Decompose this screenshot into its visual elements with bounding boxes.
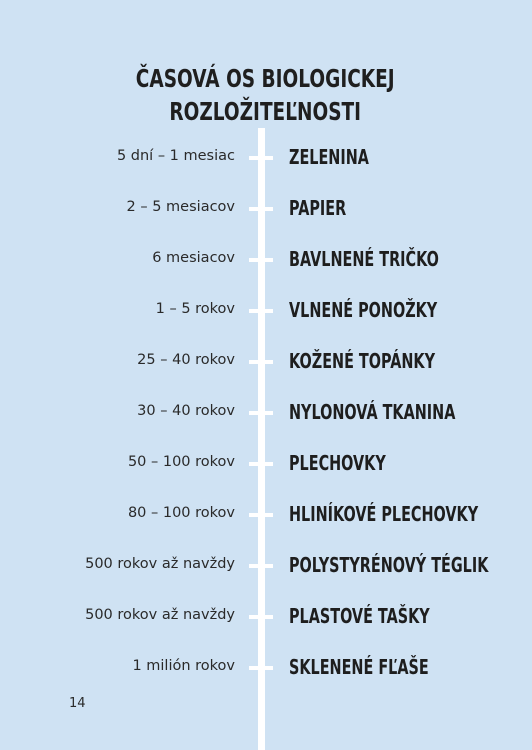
page-number: 14 — [69, 696, 86, 711]
decomposition-time: 50 – 100 rokov — [127, 454, 235, 470]
decomposition-time: 80 – 100 rokov — [127, 505, 235, 521]
decomposition-time: 30 – 40 rokov — [137, 403, 235, 419]
material-label: KOŽENÉ TOPÁNKY — [289, 349, 436, 373]
material-label: HLINÍKOVÉ PLECHOVKY — [289, 502, 479, 526]
timeline-row — [0, 146, 532, 170]
timeline-tick — [249, 462, 273, 466]
timeline-row — [0, 350, 532, 374]
material-label: PLECHOVKY — [289, 451, 386, 475]
timeline-tick — [249, 615, 273, 619]
timeline-tick — [249, 411, 273, 415]
timeline-row — [0, 197, 532, 221]
decomposition-time: 5 dní – 1 mesiac — [116, 148, 235, 164]
material-label: SKLENENÉ FĽAŠE — [289, 655, 429, 679]
timeline-row — [0, 605, 532, 629]
decomposition-time: 500 rokov až navždy — [85, 556, 235, 572]
timeline-tick — [249, 309, 273, 313]
page-title — [68, 62, 462, 128]
material-label: PLASTOVÉ TAŠKY — [289, 604, 430, 628]
timeline-tick — [249, 207, 273, 211]
timeline-row — [0, 656, 532, 680]
timeline-tick — [249, 564, 273, 568]
decomposition-time: 6 mesiacov — [152, 250, 235, 266]
title-line-1: ČASOVÁ OS BIOLOGICKEJ — [135, 64, 395, 93]
timeline-row — [0, 503, 532, 527]
material-label: POLYSTYRÉNOVÝ TÉGLIK — [289, 553, 489, 577]
timeline-row — [0, 401, 532, 425]
timeline-tick — [249, 258, 273, 262]
timeline-tick — [249, 156, 273, 160]
title-line-2: ROZLOŽITEĽNOSTI — [169, 97, 362, 126]
decomposition-time: 25 – 40 rokov — [137, 352, 235, 368]
timeline-row — [0, 452, 532, 476]
material-label: BAVLNENÉ TRIČKO — [289, 247, 439, 271]
material-label: NYLONOVÁ TKANINA — [289, 400, 456, 424]
timeline-tick — [249, 360, 273, 364]
timeline-row — [0, 554, 532, 578]
decomposition-time: 1 – 5 rokov — [155, 301, 235, 317]
material-label: VLNENÉ PONOŽKY — [289, 298, 438, 322]
timeline-tick — [249, 666, 273, 670]
timeline-row — [0, 299, 532, 323]
decomposition-time: 1 milión rokov — [132, 658, 235, 674]
material-label: ZELENINA — [289, 145, 369, 169]
decomposition-time: 2 – 5 mesiacov — [126, 199, 235, 215]
decomposition-time: 500 rokov až navždy — [85, 607, 235, 623]
material-label: PAPIER — [289, 196, 347, 220]
timeline-row — [0, 248, 532, 272]
timeline-tick — [249, 513, 273, 517]
